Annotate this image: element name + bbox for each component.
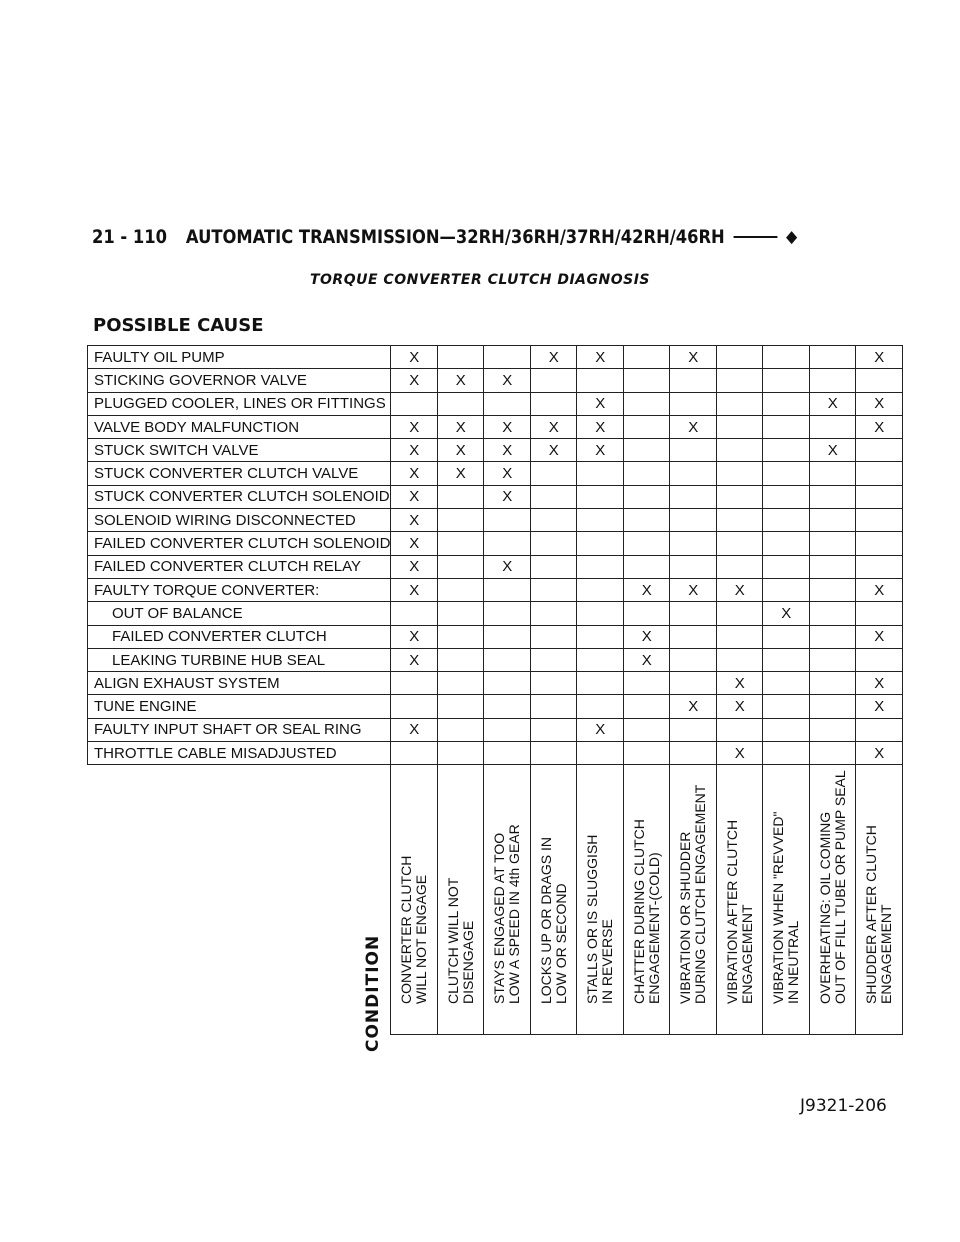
- cause-cell: FAILED CONVERTER CLUTCH RELAY: [88, 555, 391, 578]
- mark-cell: X: [530, 346, 577, 369]
- mark-cell: [437, 672, 484, 695]
- cause-cell: FAILED CONVERTER CLUTCH: [88, 625, 391, 648]
- mark-cell: [437, 578, 484, 601]
- mark-cell: X: [856, 415, 903, 438]
- mark-cell: [437, 742, 484, 765]
- mark-cell: [623, 415, 670, 438]
- mark-cell: X: [670, 695, 717, 718]
- mark-cell: [763, 555, 810, 578]
- mark-cell: [670, 509, 717, 532]
- mark-cell: [577, 509, 624, 532]
- mark-cell: [623, 392, 670, 415]
- mark-cell: [623, 369, 670, 392]
- mark-cell: [809, 672, 856, 695]
- cause-cell: FAILED CONVERTER CLUTCH SOLENOID: [88, 532, 391, 555]
- condition-line: ENGAGEMENT: [738, 904, 755, 1005]
- page-title: AUTOMATIC TRANSMISSION—32RH/36RH/37RH/42RH/46RH: [185, 226, 725, 248]
- condition-line: DISENGAGE: [459, 921, 476, 1005]
- mark-cell: [530, 509, 577, 532]
- mark-cell: [716, 718, 763, 741]
- mark-cell: [763, 532, 810, 555]
- mark-cell: X: [484, 439, 531, 462]
- mark-cell: [437, 555, 484, 578]
- mark-cell: [856, 485, 903, 508]
- condition-spacer: [88, 765, 391, 1035]
- mark-cell: [437, 346, 484, 369]
- mark-cell: [391, 695, 438, 718]
- table-row: [88, 369, 903, 392]
- mark-cell: X: [391, 509, 438, 532]
- condition-label: [818, 771, 848, 1005]
- mark-cell: X: [856, 695, 903, 718]
- mark-cell: [530, 485, 577, 508]
- cause-cell: STUCK SWITCH VALVE: [88, 439, 391, 462]
- mark-cell: [577, 602, 624, 625]
- mark-cell: [716, 369, 763, 392]
- mark-cell: [484, 346, 531, 369]
- cause-cell: VALVE BODY MALFUNCTION: [88, 415, 391, 438]
- mark-cell: X: [670, 415, 717, 438]
- mark-cell: [716, 415, 763, 438]
- page-number: 21 - 110: [92, 226, 168, 248]
- table-row: [88, 555, 903, 578]
- mark-cell: [577, 672, 624, 695]
- mark-cell: [623, 742, 670, 765]
- condition-label: [678, 785, 708, 1004]
- condition-label: [539, 837, 569, 1004]
- mark-cell: X: [577, 346, 624, 369]
- condition-line: DURING CLUTCH ENGAGEMENT: [692, 784, 709, 1005]
- condition-line: IN NEUTRAL: [785, 921, 802, 1005]
- table-row: [88, 346, 903, 369]
- mark-cell: [437, 625, 484, 648]
- mark-cell: [763, 648, 810, 671]
- table-row: [88, 672, 903, 695]
- mark-cell: [484, 392, 531, 415]
- cause-cell: STICKING GOVERNOR VALVE: [88, 369, 391, 392]
- mark-cell: X: [856, 742, 903, 765]
- mark-cell: [763, 346, 810, 369]
- mark-cell: [623, 509, 670, 532]
- mark-cell: [437, 392, 484, 415]
- mark-cell: X: [391, 718, 438, 741]
- mark-cell: X: [716, 695, 763, 718]
- condition-line: OVERHEATING: OIL COMING: [816, 812, 833, 1005]
- condition-cell: [670, 765, 717, 1035]
- mark-cell: [763, 415, 810, 438]
- mark-cell: X: [763, 602, 810, 625]
- header-rule: [733, 236, 777, 238]
- mark-cell: [716, 602, 763, 625]
- condition-label: [446, 878, 476, 1004]
- mark-cell: [809, 346, 856, 369]
- mark-cell: [577, 742, 624, 765]
- condition-line: STALLS OR IS SLUGGISH: [584, 834, 601, 1005]
- mark-cell: X: [484, 369, 531, 392]
- mark-cell: [577, 695, 624, 718]
- mark-cell: [623, 439, 670, 462]
- table-row: [88, 695, 903, 718]
- mark-cell: [623, 462, 670, 485]
- condition-cell: [391, 765, 438, 1035]
- mark-cell: [670, 462, 717, 485]
- condition-label: [632, 819, 662, 1004]
- mark-cell: X: [577, 439, 624, 462]
- table-row: [88, 415, 903, 438]
- mark-cell: [809, 485, 856, 508]
- mark-cell: [530, 742, 577, 765]
- mark-cell: [716, 439, 763, 462]
- condition-line: ENGAGEMENT-(COLD): [645, 852, 662, 1005]
- condition-line: CONVERTER CLUTCH: [398, 856, 415, 1005]
- mark-cell: X: [391, 439, 438, 462]
- mark-cell: [716, 532, 763, 555]
- table-row: [88, 602, 903, 625]
- mark-cell: X: [484, 485, 531, 508]
- mark-cell: [391, 602, 438, 625]
- diagnosis-table-body: [88, 346, 903, 1035]
- mark-cell: [809, 695, 856, 718]
- mark-cell: [530, 718, 577, 741]
- mark-cell: [623, 532, 670, 555]
- mark-cell: [809, 602, 856, 625]
- mark-cell: X: [484, 462, 531, 485]
- mark-cell: [623, 485, 670, 508]
- mark-cell: X: [530, 439, 577, 462]
- mark-cell: X: [391, 648, 438, 671]
- mark-cell: [856, 602, 903, 625]
- mark-cell: [530, 392, 577, 415]
- cause-cell: THROTTLE CABLE MISADJUSTED: [88, 742, 391, 765]
- mark-cell: [484, 532, 531, 555]
- diamond-icon: ◆: [785, 227, 798, 247]
- mark-cell: X: [809, 439, 856, 462]
- condition-line: OUT OF FILL TUBE OR PUMP SEAL: [831, 770, 848, 1005]
- mark-cell: [530, 369, 577, 392]
- mark-cell: X: [623, 625, 670, 648]
- mark-cell: [716, 648, 763, 671]
- table-row: [88, 462, 903, 485]
- condition-row: [88, 765, 903, 1035]
- mark-cell: X: [391, 532, 438, 555]
- mark-cell: [763, 578, 810, 601]
- diagnosis-table: [87, 345, 903, 1035]
- mark-cell: [484, 578, 531, 601]
- mark-cell: [809, 509, 856, 532]
- condition-heading: CONDITION: [363, 934, 383, 1052]
- mark-cell: [716, 462, 763, 485]
- condition-cell: [763, 765, 810, 1035]
- mark-cell: [437, 718, 484, 741]
- possible-cause-heading: POSSIBLE CAUSE: [93, 315, 264, 336]
- mark-cell: [577, 369, 624, 392]
- mark-cell: [623, 346, 670, 369]
- mark-cell: X: [437, 415, 484, 438]
- mark-cell: [530, 532, 577, 555]
- mark-cell: X: [484, 555, 531, 578]
- mark-cell: [484, 672, 531, 695]
- mark-cell: [437, 485, 484, 508]
- cause-cell: OUT OF BALANCE: [88, 602, 391, 625]
- mark-cell: [670, 672, 717, 695]
- mark-cell: X: [391, 369, 438, 392]
- condition-line: VIBRATION AFTER CLUTCH: [723, 820, 740, 1005]
- mark-cell: X: [391, 625, 438, 648]
- mark-cell: [809, 742, 856, 765]
- mark-cell: X: [856, 392, 903, 415]
- mark-cell: [530, 555, 577, 578]
- mark-cell: [809, 578, 856, 601]
- mark-cell: X: [391, 346, 438, 369]
- condition-line: SHUDDER AFTER CLUTCH: [863, 825, 880, 1005]
- condition-line: VIBRATION WHEN "REVVED": [770, 811, 787, 1005]
- condition-cell: [530, 765, 577, 1035]
- mark-cell: [391, 742, 438, 765]
- mark-cell: [670, 439, 717, 462]
- mark-cell: [763, 695, 810, 718]
- mark-cell: X: [391, 462, 438, 485]
- mark-cell: [437, 648, 484, 671]
- mark-cell: [530, 672, 577, 695]
- table-row: [88, 718, 903, 741]
- mark-cell: [763, 439, 810, 462]
- mark-cell: [856, 532, 903, 555]
- mark-cell: [809, 462, 856, 485]
- mark-cell: X: [484, 415, 531, 438]
- mark-cell: [763, 718, 810, 741]
- cause-cell: FAULTY TORQUE CONVERTER:: [88, 578, 391, 601]
- mark-cell: [856, 509, 903, 532]
- table-row: [88, 532, 903, 555]
- condition-cell: [484, 765, 531, 1035]
- mark-cell: [670, 369, 717, 392]
- mark-cell: [716, 485, 763, 508]
- mark-cell: X: [623, 578, 670, 601]
- mark-cell: [437, 695, 484, 718]
- mark-cell: [670, 485, 717, 508]
- mark-cell: [809, 625, 856, 648]
- section-title: TORQUE CONVERTER CLUTCH DIAGNOSIS: [309, 272, 650, 288]
- mark-cell: [484, 602, 531, 625]
- mark-cell: [484, 718, 531, 741]
- mark-cell: [670, 648, 717, 671]
- mark-cell: [484, 695, 531, 718]
- page-header: [92, 222, 797, 252]
- mark-cell: [670, 532, 717, 555]
- mark-cell: [670, 718, 717, 741]
- mark-cell: [437, 532, 484, 555]
- mark-cell: X: [856, 346, 903, 369]
- cause-cell: SOLENOID WIRING DISCONNECTED: [88, 509, 391, 532]
- mark-cell: [623, 695, 670, 718]
- mark-cell: [530, 625, 577, 648]
- mark-cell: [577, 625, 624, 648]
- mark-cell: [716, 555, 763, 578]
- mark-cell: [716, 509, 763, 532]
- condition-line: WILL NOT ENGAGE: [413, 875, 430, 1005]
- mark-cell: [856, 555, 903, 578]
- mark-cell: X: [856, 672, 903, 695]
- mark-cell: X: [577, 718, 624, 741]
- mark-cell: [856, 439, 903, 462]
- mark-cell: X: [577, 392, 624, 415]
- mark-cell: X: [391, 485, 438, 508]
- condition-label: [771, 812, 801, 1004]
- mark-cell: [716, 625, 763, 648]
- condition-cell: [577, 765, 624, 1035]
- mark-cell: [763, 742, 810, 765]
- condition-label: [399, 856, 429, 1004]
- mark-cell: [577, 462, 624, 485]
- condition-line: ENGAGEMENT: [878, 904, 895, 1005]
- mark-cell: [623, 672, 670, 695]
- cause-cell: STUCK CONVERTER CLUTCH SOLENOID: [88, 485, 391, 508]
- cause-cell: FAULTY OIL PUMP: [88, 346, 391, 369]
- cause-cell: STUCK CONVERTER CLUTCH VALVE: [88, 462, 391, 485]
- mark-cell: [670, 742, 717, 765]
- mark-cell: [391, 392, 438, 415]
- condition-line: LOW OR SECOND: [552, 883, 569, 1005]
- table-row: [88, 439, 903, 462]
- mark-cell: [530, 648, 577, 671]
- mark-cell: X: [856, 625, 903, 648]
- condition-cell: [716, 765, 763, 1035]
- mark-cell: [391, 672, 438, 695]
- condition-cell: [623, 765, 670, 1035]
- mark-cell: [763, 485, 810, 508]
- figure-id: J9321-206: [800, 1096, 887, 1116]
- mark-cell: [577, 648, 624, 671]
- mark-cell: X: [716, 578, 763, 601]
- cause-cell: PLUGGED COOLER, LINES OR FITTINGS: [88, 392, 391, 415]
- condition-label: [864, 825, 894, 1004]
- mark-cell: X: [716, 742, 763, 765]
- mark-cell: X: [856, 578, 903, 601]
- mark-cell: [856, 462, 903, 485]
- mark-cell: [484, 648, 531, 671]
- mark-cell: [577, 578, 624, 601]
- mark-cell: X: [437, 439, 484, 462]
- cause-cell: LEAKING TURBINE HUB SEAL: [88, 648, 391, 671]
- condition-line: LOCKS UP OR DRAGS IN: [537, 837, 554, 1005]
- mark-cell: X: [391, 578, 438, 601]
- mark-cell: [577, 485, 624, 508]
- mark-cell: [670, 555, 717, 578]
- cause-cell: TUNE ENGINE: [88, 695, 391, 718]
- condition-cell: [856, 765, 903, 1035]
- condition-line: STAYS ENGAGED AT TOO: [491, 833, 508, 1005]
- table-row: [88, 509, 903, 532]
- condition-line: IN REVERSE: [599, 919, 616, 1005]
- mark-cell: [809, 648, 856, 671]
- mark-cell: [577, 555, 624, 578]
- mark-cell: [763, 625, 810, 648]
- mark-cell: [670, 602, 717, 625]
- cause-cell: ALIGN EXHAUST SYSTEM: [88, 672, 391, 695]
- condition-label: [725, 820, 755, 1004]
- mark-cell: [763, 392, 810, 415]
- mark-cell: X: [670, 578, 717, 601]
- mark-cell: X: [623, 648, 670, 671]
- mark-cell: [484, 509, 531, 532]
- mark-cell: [809, 555, 856, 578]
- mark-cell: [809, 415, 856, 438]
- mark-cell: [530, 462, 577, 485]
- mark-cell: [809, 369, 856, 392]
- table-row: [88, 742, 903, 765]
- mark-cell: [577, 532, 624, 555]
- mark-cell: [809, 532, 856, 555]
- mark-cell: [856, 648, 903, 671]
- mark-cell: [763, 369, 810, 392]
- mark-cell: X: [437, 369, 484, 392]
- condition-label: [492, 825, 522, 1005]
- mark-cell: [530, 602, 577, 625]
- mark-cell: [670, 625, 717, 648]
- mark-cell: X: [437, 462, 484, 485]
- mark-cell: [530, 695, 577, 718]
- condition-line: CHATTER DURING CLUTCH: [630, 819, 647, 1005]
- mark-cell: [763, 462, 810, 485]
- mark-cell: [623, 718, 670, 741]
- cause-cell: FAULTY INPUT SHAFT OR SEAL RING: [88, 718, 391, 741]
- mark-cell: [623, 602, 670, 625]
- mark-cell: [763, 672, 810, 695]
- mark-cell: [623, 555, 670, 578]
- mark-cell: [670, 392, 717, 415]
- mark-cell: [716, 392, 763, 415]
- mark-cell: X: [530, 415, 577, 438]
- table-row: [88, 392, 903, 415]
- table-row: [88, 648, 903, 671]
- condition-line: VIBRATION OR SHUDDER: [677, 831, 694, 1005]
- condition-label: [585, 835, 615, 1004]
- mark-cell: X: [391, 415, 438, 438]
- mark-cell: [763, 509, 810, 532]
- mark-cell: X: [670, 346, 717, 369]
- condition-cell: [809, 765, 856, 1035]
- mark-cell: X: [716, 672, 763, 695]
- mark-cell: X: [391, 555, 438, 578]
- mark-cell: X: [809, 392, 856, 415]
- condition-cell: [437, 765, 484, 1035]
- mark-cell: [484, 625, 531, 648]
- mark-cell: [716, 346, 763, 369]
- mark-cell: [809, 718, 856, 741]
- table-row: [88, 485, 903, 508]
- table-row: [88, 625, 903, 648]
- mark-cell: [856, 369, 903, 392]
- table-row: [88, 578, 903, 601]
- mark-cell: [437, 602, 484, 625]
- mark-cell: [856, 718, 903, 741]
- mark-cell: X: [577, 415, 624, 438]
- mark-cell: [484, 742, 531, 765]
- condition-line: CLUTCH WILL NOT: [444, 878, 461, 1005]
- condition-line: LOW A SPEED IN 4th GEAR: [506, 824, 523, 1005]
- mark-cell: [530, 578, 577, 601]
- mark-cell: [437, 509, 484, 532]
